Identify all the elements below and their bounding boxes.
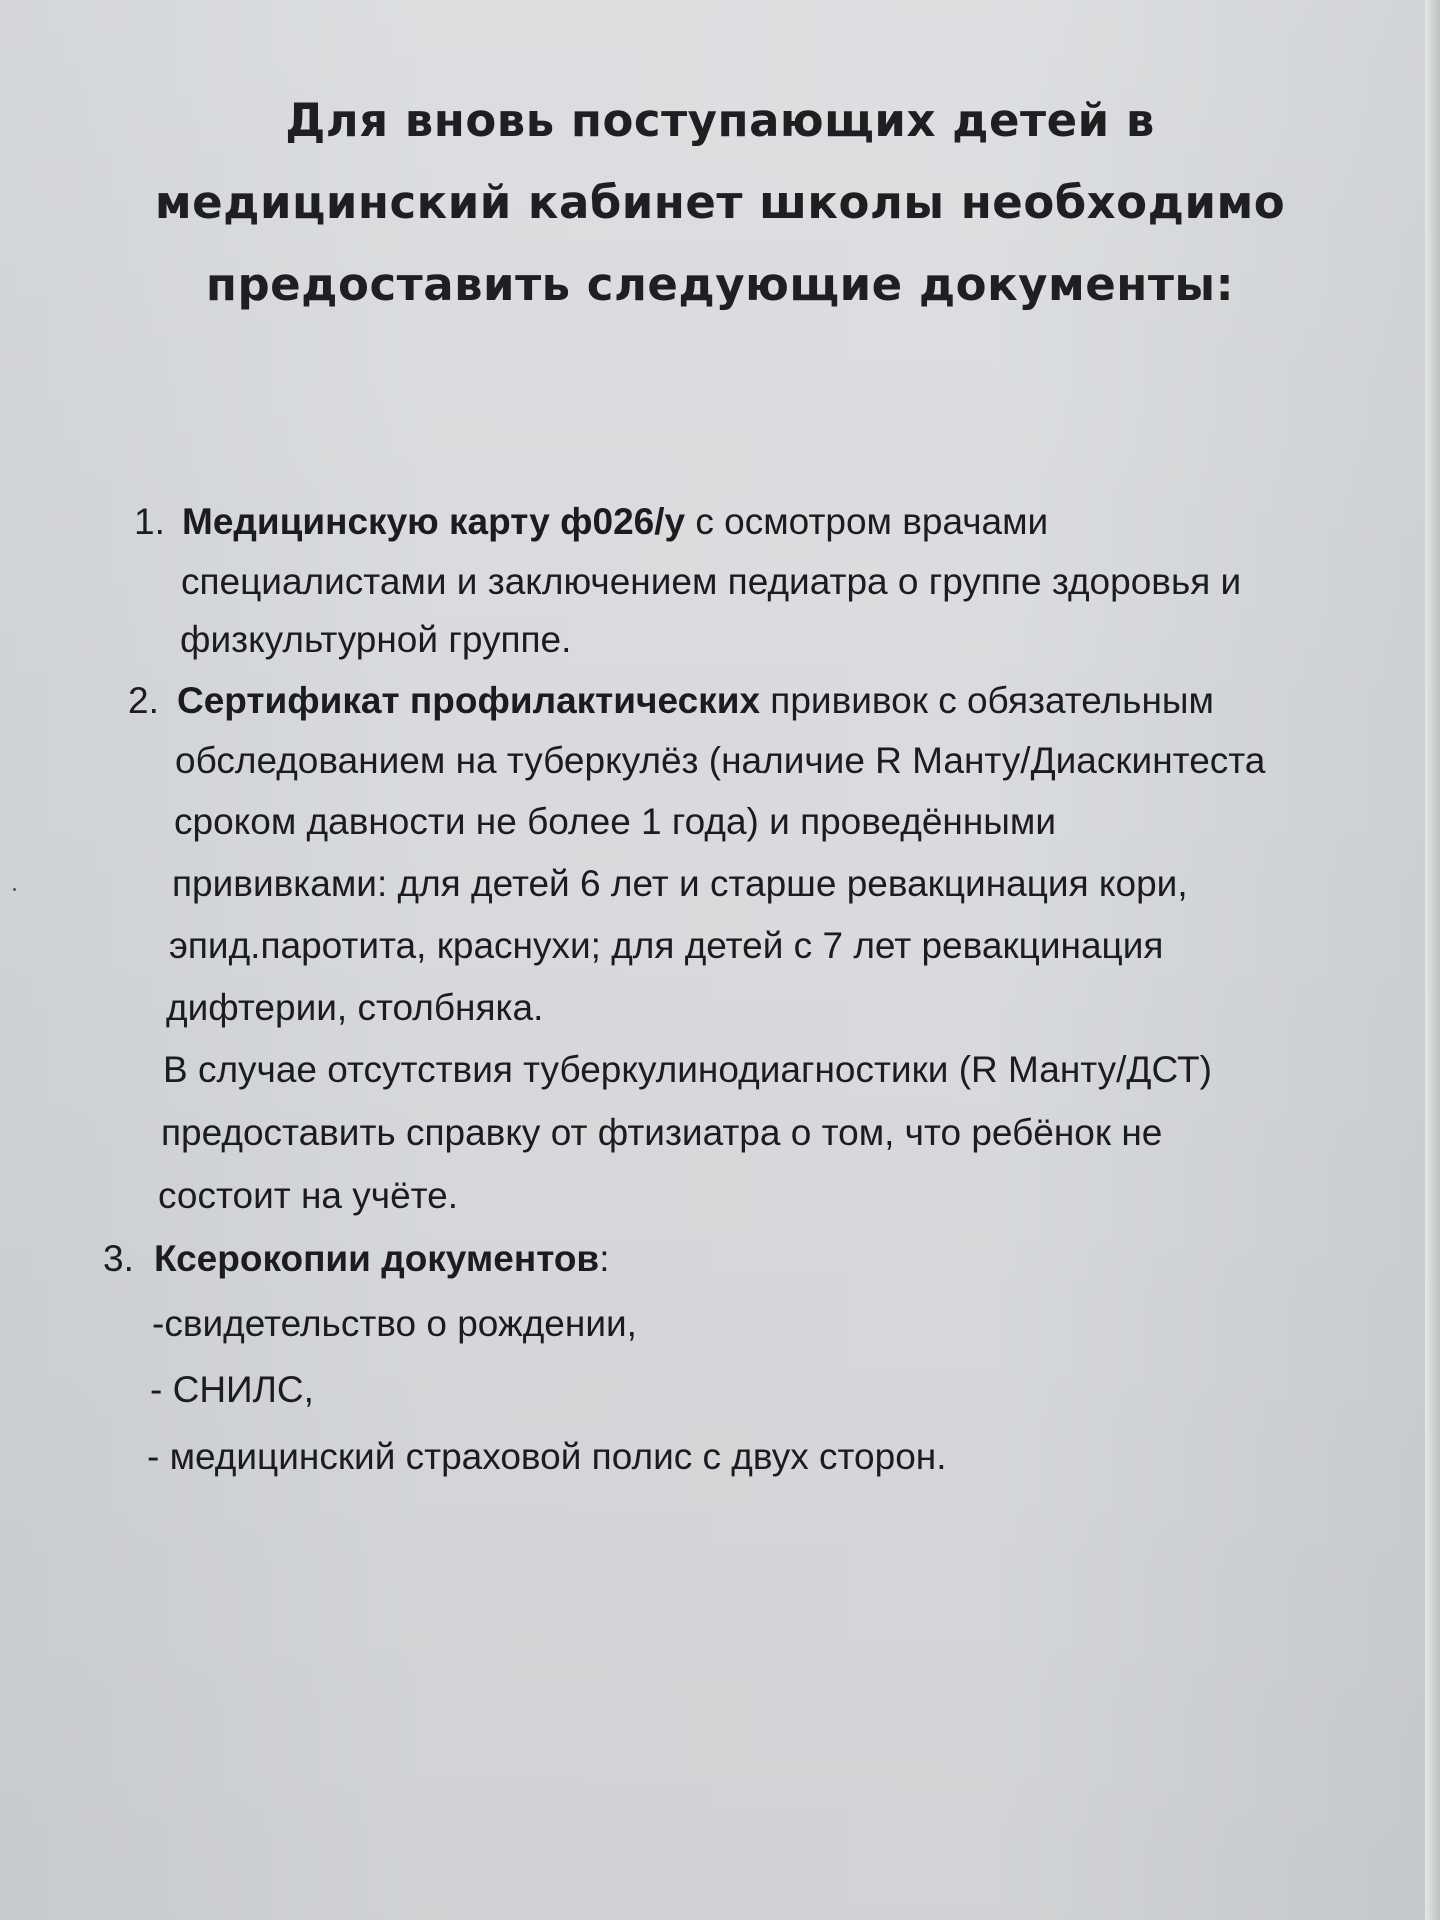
list-item-first-line (154, 1237, 609, 1281)
item-line: эпид.паротита, краснухи; для детей с 7 лет ревакцинация (169, 925, 1164, 966)
item-text: прививок с обязательным (760, 680, 1214, 721)
paper-edge (1425, 0, 1440, 1920)
item-line: обследованием на туберкулёз (наличие R Манту/Диаскинтеста (175, 740, 1266, 781)
title-line: Для вновь поступающих детей в (285, 94, 1155, 147)
item-line: - медицинский страховой полис с двух сторон. (147, 1436, 947, 1477)
item-line: сроком давности не более 1 года) и проведёнными (174, 801, 1057, 842)
item-line: - СНИЛС, (150, 1369, 314, 1410)
list-item-first-line (182, 500, 1048, 544)
item-bold-text: Ксерокопии документов (154, 1238, 600, 1279)
item-line: прививками: для детей 6 лет и старше ревакцинация кори, (172, 863, 1188, 904)
item-number: 1. (134, 501, 165, 542)
item-line: специалистами и заключением педиатра о группе здоровья и (181, 561, 1242, 602)
title-line: медицинский кабинет школы необходимо (154, 176, 1286, 229)
item-line: состоит на учёте. (158, 1175, 459, 1216)
item-line: -свидетельство о рождении, (152, 1303, 637, 1344)
list-item-first-line (177, 679, 1214, 723)
item-line: физкультурной группе. (180, 619, 572, 660)
title-line: предоставить следующие документы: (205, 258, 1235, 311)
item-text: : (599, 1238, 610, 1279)
item-number: 3. (103, 1238, 134, 1279)
item-bold-text: Медицинскую карту ф026/у (182, 501, 686, 542)
item-line: дифтерии, столбняка. (166, 987, 544, 1028)
item-bold-text: Сертификат профилактических (177, 680, 761, 721)
item-text: с осмотром врачами (685, 501, 1049, 542)
item-number: 2. (128, 680, 159, 721)
dust-speck (13, 888, 16, 891)
item-line: предоставить справку от фтизиатра о том, что ребёнок не (161, 1112, 1163, 1153)
item-line: В случае отсутствия туберкулинодиагностики (R Манту/ДСТ) (163, 1049, 1212, 1090)
